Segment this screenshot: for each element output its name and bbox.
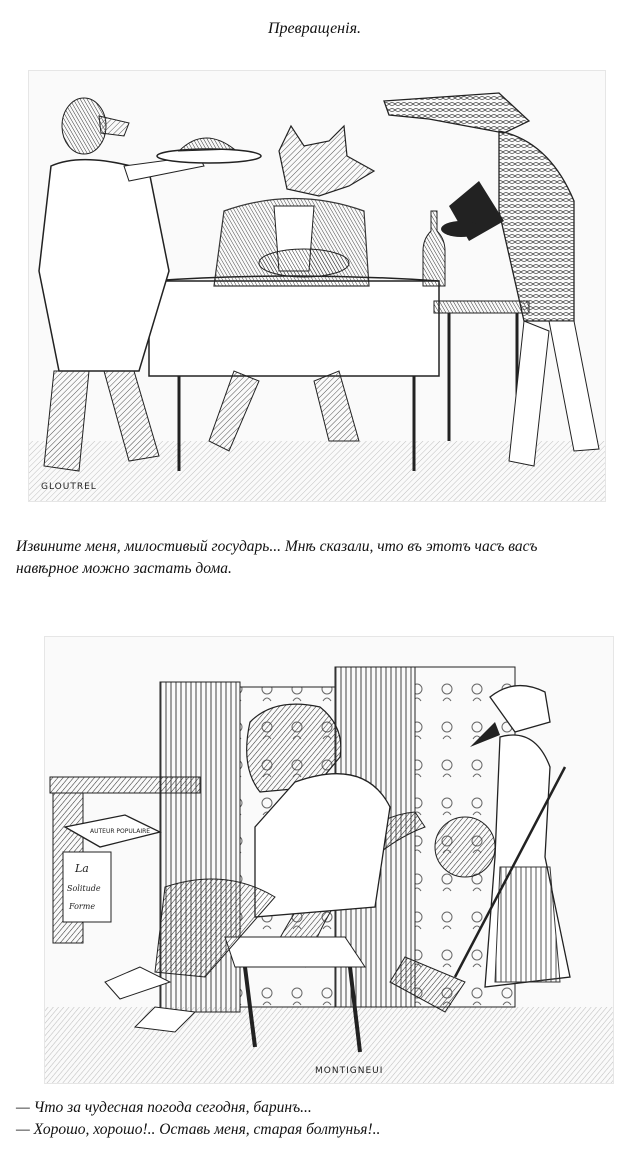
caption-1-line: навѣрное можно застать дома. — [16, 560, 232, 577]
engraving-illustration-1 — [29, 71, 605, 501]
engraver-signature: GLOUTREL — [41, 482, 97, 492]
engraving-plate-1 — [28, 70, 606, 502]
caption-2-line: — Хорошо, хорошо!.. Оставь меня, старая болтунья!.. — [16, 1121, 381, 1138]
sign-line: La — [75, 862, 89, 875]
engraving-illustration-2 — [45, 637, 613, 1083]
sign-line: Forme — [69, 902, 96, 911]
caption-1 — [16, 536, 616, 580]
caption-2 — [16, 1097, 616, 1141]
caption-2-line: — Что за чудесная погода сегодня, баринъ... — [16, 1099, 312, 1116]
hanging-sign — [63, 852, 111, 922]
book-label: AUTEUR POPULAIRE — [90, 828, 151, 835]
page-title: Превращенія. — [268, 20, 361, 37]
engraver-signature: MONTIGNEUI — [315, 1066, 384, 1076]
table-cloth — [149, 281, 439, 376]
engraving-plate-2 — [44, 636, 614, 1084]
sign-line: Solitude — [67, 884, 101, 893]
caption-1-line: Извините меня, милостивый государь... Мнѣ сказали, что въ этотъ часъ васъ — [16, 538, 538, 555]
